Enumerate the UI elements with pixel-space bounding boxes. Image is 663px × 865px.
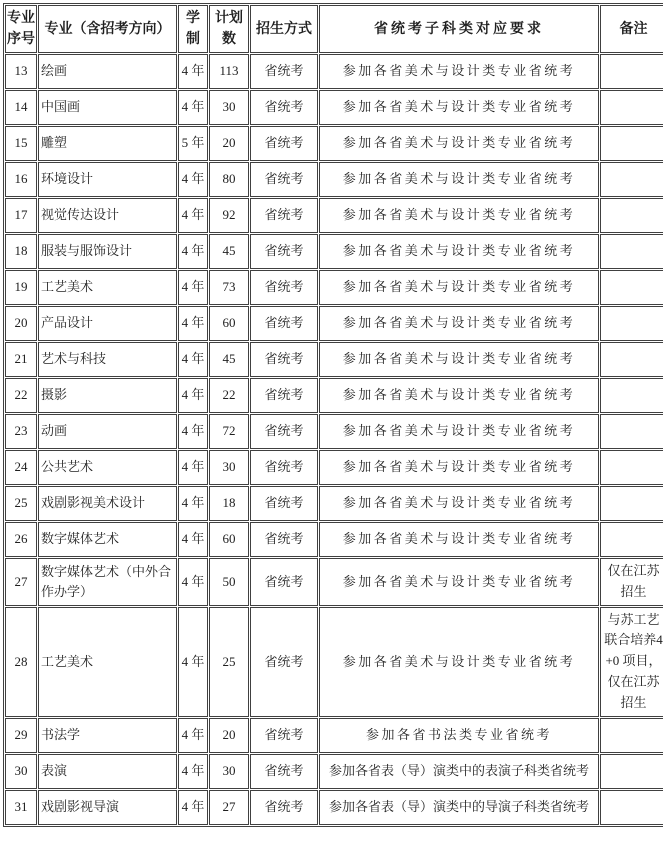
cell-plan: 22 [209,378,249,413]
cell-years: 4 年 [178,414,208,449]
header-row [5,5,663,53]
cell-plan: 30 [209,450,249,485]
cell-method: 省统考 [250,126,318,161]
cell-remark [600,234,663,269]
cell-method: 省统考 [250,54,318,89]
cell-requirement: 参加各省美术与设计类专业省统考 [319,198,599,233]
cell-plan: 113 [209,54,249,89]
cell-plan: 60 [209,522,249,557]
cell-remark: 仅在江苏招生 [600,558,663,606]
table-row [5,414,663,449]
cell-plan: 27 [209,790,249,825]
cell-requirement: 参加各省美术与设计类专业省统考 [319,270,599,305]
table-row [5,306,663,341]
table-row [5,342,663,377]
column-header-remark: 备注 [600,5,663,53]
cell-years: 5 年 [178,126,208,161]
cell-remark: 与苏工艺联合培养4+0 项目，仅在江苏招生 [600,607,663,717]
cell-plan: 50 [209,558,249,606]
cell-major: 戏剧影视美术设计 [38,486,177,521]
cell-major: 工艺美术 [38,270,177,305]
cell-requirement: 参加各省书法类专业省统考 [319,718,599,753]
cell-years: 4 年 [178,522,208,557]
cell-years: 4 年 [178,90,208,125]
cell-no: 25 [5,486,37,521]
cell-major: 戏剧影视导演 [38,790,177,825]
cell-requirement: 参加各省表（导）演类中的导演子科类省统考 [319,790,599,825]
cell-no: 13 [5,54,37,89]
cell-method: 省统考 [250,558,318,606]
table-row [5,378,663,413]
cell-method: 省统考 [250,754,318,789]
cell-no: 15 [5,126,37,161]
cell-no: 23 [5,414,37,449]
cell-no: 16 [5,162,37,197]
cell-requirement: 参加各省美术与设计类专业省统考 [319,90,599,125]
cell-major: 产品设计 [38,306,177,341]
cell-years: 4 年 [178,754,208,789]
cell-requirement: 参加各省美术与设计类专业省统考 [319,558,599,606]
cell-no: 30 [5,754,37,789]
cell-remark [600,270,663,305]
cell-requirement: 参加各省美术与设计类专业省统考 [319,486,599,521]
cell-years: 4 年 [178,162,208,197]
admissions-plan-table [3,3,663,827]
cell-method: 省统考 [250,90,318,125]
cell-no: 22 [5,378,37,413]
cell-major: 服装与服饰设计 [38,234,177,269]
table-row [5,90,663,125]
cell-requirement: 参加各省美术与设计类专业省统考 [319,378,599,413]
cell-major: 雕塑 [38,126,177,161]
cell-requirement: 参加各省美术与设计类专业省统考 [319,54,599,89]
cell-major: 摄影 [38,378,177,413]
cell-requirement: 参加各省美术与设计类专业省统考 [319,414,599,449]
cell-remark [600,486,663,521]
cell-method: 省统考 [250,234,318,269]
cell-major: 环境设计 [38,162,177,197]
column-header-exam-requirement: 省统考子科类对应要求 [319,5,599,53]
table-row [5,126,663,161]
cell-major: 艺术与科技 [38,342,177,377]
cell-requirement: 参加各省表（导）演类中的表演子科类省统考 [319,754,599,789]
cell-plan: 60 [209,306,249,341]
table-row [5,450,663,485]
cell-plan: 45 [209,234,249,269]
cell-remark [600,90,663,125]
cell-remark [600,162,663,197]
cell-years: 4 年 [178,234,208,269]
table-row [5,234,663,269]
cell-remark [600,790,663,825]
cell-major: 数字媒体艺术 [38,522,177,557]
cell-years: 4 年 [178,306,208,341]
table-row [5,270,663,305]
table-row [5,486,663,521]
cell-no: 19 [5,270,37,305]
cell-plan: 30 [209,754,249,789]
table-row [5,162,663,197]
cell-remark [600,126,663,161]
cell-no: 28 [5,607,37,717]
cell-no: 17 [5,198,37,233]
cell-no: 31 [5,790,37,825]
cell-method: 省统考 [250,790,318,825]
cell-years: 4 年 [178,378,208,413]
cell-remark [600,198,663,233]
cell-years: 4 年 [178,558,208,606]
table-header [5,5,663,53]
cell-method: 省统考 [250,607,318,717]
cell-no: 27 [5,558,37,606]
cell-no: 26 [5,522,37,557]
cell-major: 书法学 [38,718,177,753]
cell-major: 数字媒体艺术（中外合作办学） [38,558,177,606]
cell-remark [600,718,663,753]
cell-years: 4 年 [178,718,208,753]
table-row [5,198,663,233]
cell-requirement: 参加各省美术与设计类专业省统考 [319,342,599,377]
cell-method: 省统考 [250,306,318,341]
cell-method: 省统考 [250,342,318,377]
cell-major: 工艺美术 [38,607,177,717]
cell-method: 省统考 [250,522,318,557]
cell-no: 18 [5,234,37,269]
cell-years: 4 年 [178,450,208,485]
cell-requirement: 参加各省美术与设计类专业省统考 [319,126,599,161]
table-row [5,718,663,753]
cell-method: 省统考 [250,270,318,305]
cell-major: 表演 [38,754,177,789]
table-row [5,790,663,825]
cell-major: 动画 [38,414,177,449]
cell-plan: 18 [209,486,249,521]
cell-major: 中国画 [38,90,177,125]
cell-plan: 92 [209,198,249,233]
column-header-admission-method: 招生方式 [250,5,318,53]
cell-remark [600,754,663,789]
cell-major: 视觉传达设计 [38,198,177,233]
table-row [5,607,663,717]
column-header-major-name: 专业（含招考方向） [38,5,177,53]
cell-remark [600,54,663,89]
cell-plan: 25 [209,607,249,717]
cell-method: 省统考 [250,198,318,233]
table-body [5,54,663,825]
cell-years: 4 年 [178,342,208,377]
cell-plan: 20 [209,718,249,753]
cell-years: 4 年 [178,270,208,305]
cell-requirement: 参加各省美术与设计类专业省统考 [319,450,599,485]
cell-no: 29 [5,718,37,753]
cell-requirement: 参加各省美术与设计类专业省统考 [319,306,599,341]
cell-years: 4 年 [178,607,208,717]
cell-plan: 73 [209,270,249,305]
cell-no: 21 [5,342,37,377]
table-row [5,54,663,89]
column-header-plan-count: 计划数 [209,5,249,53]
cell-method: 省统考 [250,414,318,449]
column-header-duration: 学制 [178,5,208,53]
cell-years: 4 年 [178,486,208,521]
cell-years: 4 年 [178,198,208,233]
cell-method: 省统考 [250,718,318,753]
cell-no: 24 [5,450,37,485]
cell-plan: 80 [209,162,249,197]
table-row [5,754,663,789]
cell-plan: 30 [209,90,249,125]
table-row [5,558,663,606]
cell-years: 4 年 [178,54,208,89]
cell-no: 14 [5,90,37,125]
cell-method: 省统考 [250,450,318,485]
cell-method: 省统考 [250,162,318,197]
cell-plan: 72 [209,414,249,449]
cell-no: 20 [5,306,37,341]
cell-requirement: 参加各省美术与设计类专业省统考 [319,162,599,197]
cell-plan: 45 [209,342,249,377]
cell-remark [600,378,663,413]
cell-remark [600,522,663,557]
cell-method: 省统考 [250,378,318,413]
column-header-major-number: 专业序号 [5,5,37,53]
cell-method: 省统考 [250,486,318,521]
cell-major: 公共艺术 [38,450,177,485]
cell-remark [600,342,663,377]
cell-major: 绘画 [38,54,177,89]
cell-requirement: 参加各省美术与设计类专业省统考 [319,607,599,717]
cell-years: 4 年 [178,790,208,825]
table-row [5,522,663,557]
cell-requirement: 参加各省美术与设计类专业省统考 [319,522,599,557]
cell-plan: 20 [209,126,249,161]
cell-remark [600,414,663,449]
cell-requirement: 参加各省美术与设计类专业省统考 [319,234,599,269]
cell-remark [600,450,663,485]
cell-remark [600,306,663,341]
